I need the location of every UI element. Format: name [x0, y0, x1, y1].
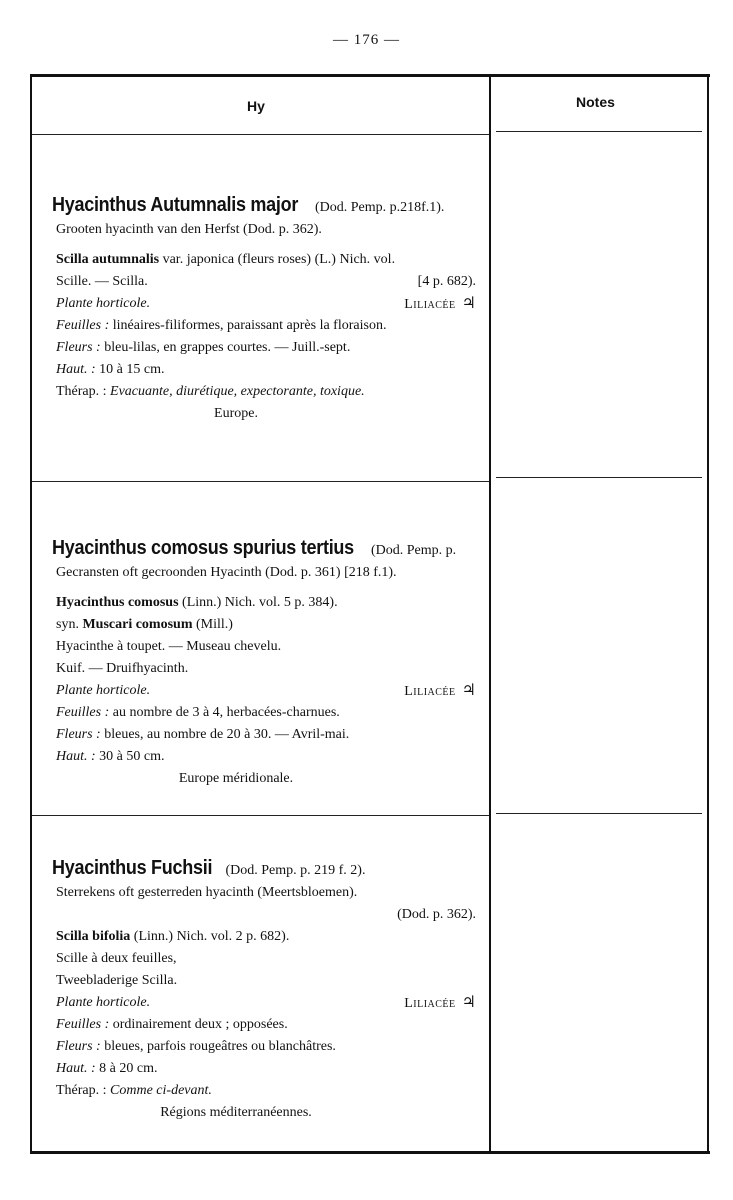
dutch-common-name: Tweebladerige Scilla. — [56, 973, 178, 988]
entry-separator-left — [32, 481, 489, 482]
entry-hyacinthus-fuchsii — [52, 857, 486, 1124]
entry-separator-right — [496, 477, 702, 478]
binomial-line: Hyacinthus comosus (Linn.) Nich. vol. 5 p. 384). — [56, 595, 338, 610]
cultivation-status: Plante horticole. — [56, 296, 151, 311]
entry-hyacinthus-autumnalis — [52, 194, 486, 425]
french-name: Scille à deux feuilles, — [56, 951, 177, 966]
common-names-line — [56, 271, 486, 293]
family-label: Liliacée ♃ — [404, 682, 476, 699]
entry-title-reference: (Dod. Pemp. p. 219 f. 2). — [225, 863, 366, 878]
entry-title: Hyacinthus Fuchsii — [52, 857, 213, 879]
dutch-name: Sterrekens oft gesterreden hyacinth (Meertsbloemen). — [56, 885, 358, 900]
entry-separator-left — [32, 815, 489, 816]
synonym-details: var. japonica (fleurs roses) (L.) Nich. vol. — [162, 252, 396, 267]
distribution: Europe méridionale. — [178, 771, 294, 786]
leaves-line: Feuilles : au nombre de 3 à 4, herbacées-charnues. — [56, 705, 340, 720]
entry-title: Hyacinthus Autumnalis major — [52, 194, 299, 216]
height-line: Haut. : 10 à 15 cm. — [56, 362, 165, 377]
perennial-symbol-icon: ♃ — [461, 994, 476, 1011]
column-header-notes: Notes — [576, 94, 615, 110]
flowers-line: Fleurs : bleu-lilas, en grappes courtes. — Juill.-sept. — [56, 340, 351, 355]
table-column-divider — [489, 74, 491, 1152]
page-number: — 176 — — [333, 32, 400, 48]
entry-hyacinthus-comosus — [52, 537, 486, 790]
synonym-line: syn. Muscari comosum (Mill.) — [56, 617, 233, 632]
dutch-common-names: Kuif. — Druifhyacinth. — [56, 661, 189, 676]
distribution: Europe. — [214, 406, 258, 421]
perennial-symbol-icon: ♃ — [461, 682, 476, 699]
height-line: Haut. : 30 à 50 cm. — [56, 749, 165, 764]
synonym-line — [56, 249, 486, 271]
reference-line: (Dod. p. 362). — [397, 907, 476, 922]
synonym-name: Scilla autumnalis — [56, 252, 160, 267]
reference-continuation: [4 p. 682). — [417, 274, 476, 289]
column-header-hy: Hy — [247, 98, 265, 114]
entry-title: Hyacinthus comosus spurius tertius — [52, 537, 354, 559]
flowers-line: Fleurs : bleues, parfois rougeâtres ou blanchâtres. — [56, 1039, 336, 1054]
family-label: Liliacée ♃ — [404, 994, 476, 1011]
binomial-line: Scilla bifolia (Linn.) Nich. vol. 2 p. 682). — [56, 929, 290, 944]
leaves-line: Feuilles : linéaires-filiformes, paraissant après la floraison. — [56, 318, 387, 333]
table-right-rule — [707, 74, 709, 1152]
therapy-line: Thérap. : Evacuante, diurétique, expectorante, toxique. — [56, 384, 365, 399]
cultivation-line: Plante horticole. Liliacée ♃ — [56, 992, 486, 1014]
family-label: Liliacée ♃ — [404, 295, 476, 312]
dutch-name: Gecransten oft gecroonden Hyacinth (Dod. p. 361) [218 f.1). — [56, 565, 397, 580]
entry-separator-right — [496, 813, 702, 814]
entry-title-reference: (Dod. Pemp. p. — [370, 543, 457, 558]
entry-title-reference: (Dod. Pemp. p.218f.1). — [314, 200, 445, 215]
leaves-line: Feuilles : ordinairement deux ; opposées. — [56, 1017, 288, 1032]
cultivation-line — [56, 293, 486, 315]
flowers-line: Fleurs : bleues, au nombre de 20 à 30. — Avril-mai. — [56, 727, 350, 742]
distribution: Régions méditerranéennes. — [160, 1105, 312, 1120]
perennial-symbol-icon: ♃ — [461, 295, 476, 312]
table-top-rule — [30, 74, 710, 77]
table-bottom-rule — [30, 1151, 710, 1154]
common-names: Scille. — Scilla. — [56, 274, 148, 289]
therapy-line: Thérap. : Comme ci-devant. — [56, 1083, 212, 1098]
french-names: Hyacinthe à toupet. — Museau chevelu. — [56, 639, 282, 654]
header-rule-left — [32, 134, 489, 135]
dutch-name: Grooten hyacinth van den Herfst (Dod. p. 362). — [56, 222, 322, 237]
table-left-rule — [30, 74, 32, 1152]
cultivation-line: Plante horticole. Liliacée ♃ — [56, 680, 486, 702]
header-rule-right — [496, 131, 702, 132]
height-line: Haut. : 8 à 20 cm. — [56, 1061, 158, 1076]
